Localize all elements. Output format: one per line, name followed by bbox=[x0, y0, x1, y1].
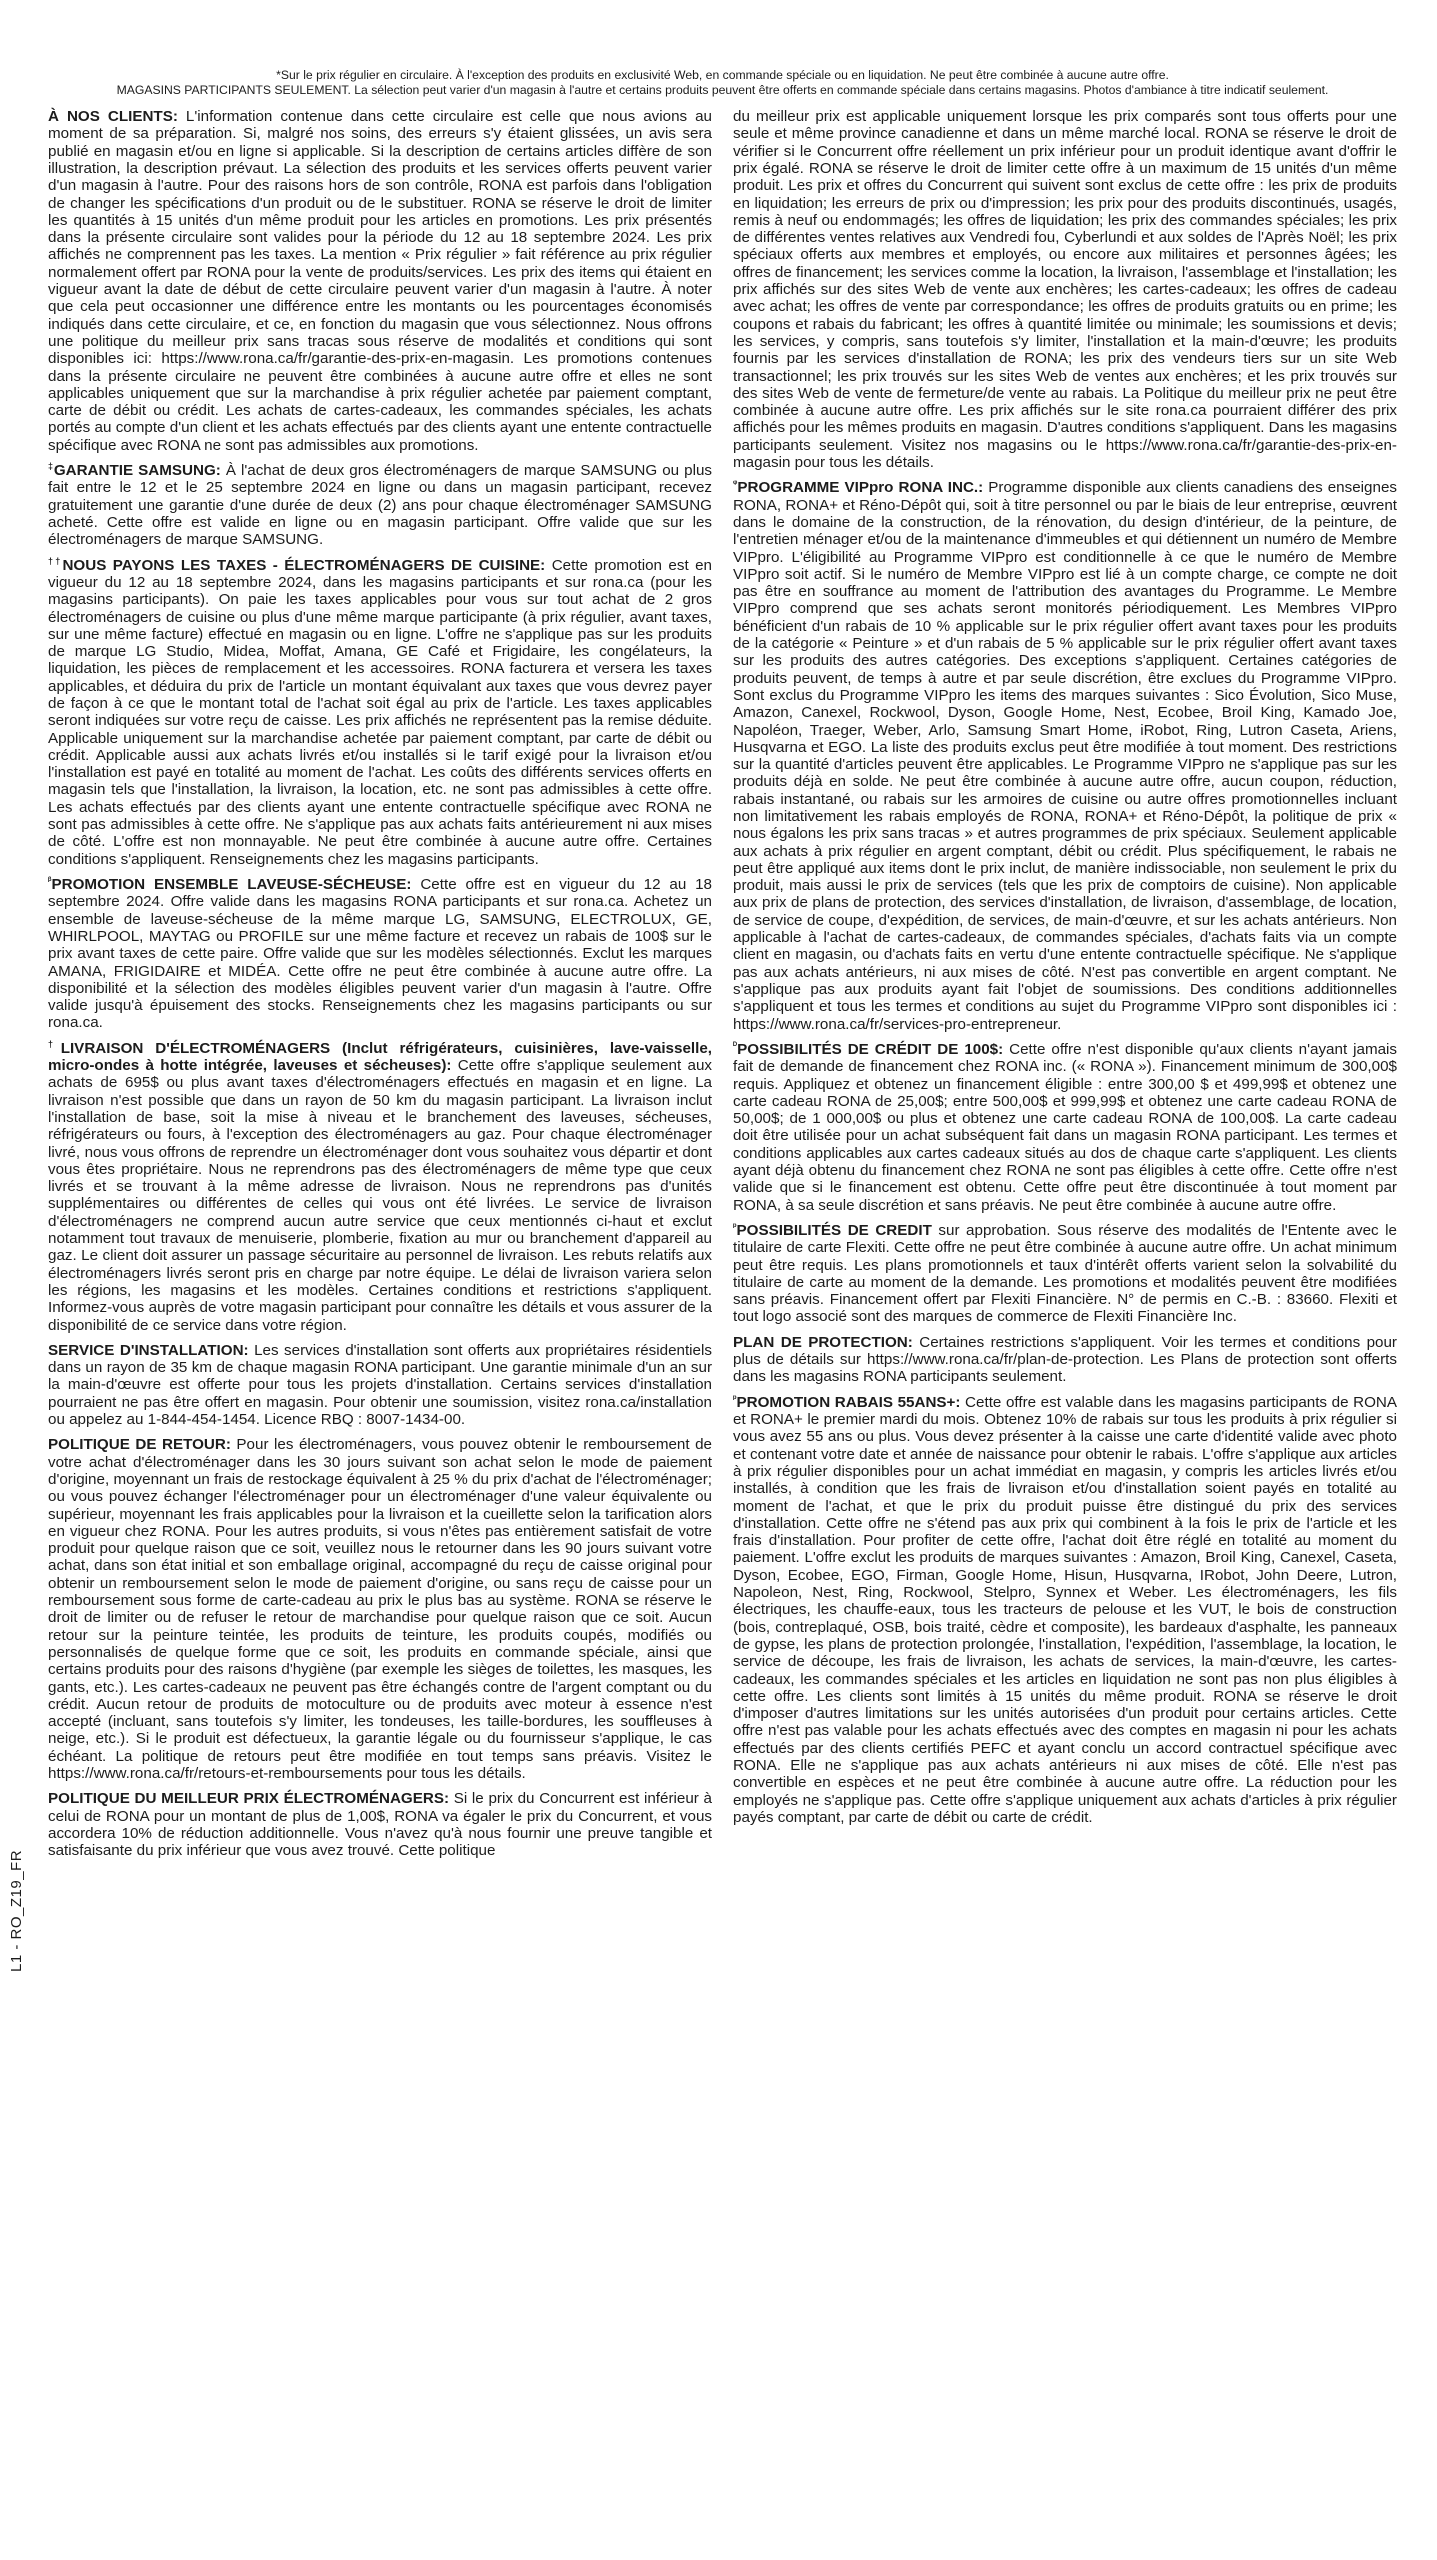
paragraph-body: Si le prix du Concurrent est inférieur à celui de RONA pour un montant de plus de 1,00$, RONA va égaler le prix du Concurrent, et vous accordera 10% de réduction additionnelle. Vous n'avez qu'à nous fournir une preuve tangible et satisfaisante du prix inférieur que vous avez trouvé. Cette politique bbox=[48, 1790, 712, 1860]
legal-paragraph bbox=[733, 1330, 1397, 1386]
header-line-2: MAGASINS PARTICIPANTS SEULEMENT. La sélection peut varier d'un magasin à l'autre et certains produits peuvent être offerts en commande spéciale dans certains magasins. Photos d'ambiance à titre indicatif seulement. bbox=[116, 83, 1329, 97]
legal-paragraph bbox=[733, 1390, 1397, 1826]
paragraph-heading: SERVICE D'INSTALLATION: bbox=[48, 1341, 249, 1359]
left-column bbox=[48, 104, 712, 1864]
paragraph-body: Programme disponible aux clients canadiens des enseignes RONA, RONA+ et Réno-Dépôt qui, soit à titre personnel ou par le biais de leur entreprise, œuvrent dans le domaine de la construction, de la rénovation, du design d'intérieur, de la peinture, de l'entretien ménager et/ou de la maintenance d'immeubles et qui détiennent un numéro de Membre VIPpro. L'éligibilité au Programme VIPpro est conditionnelle à ce que le numéro de Membre VIPpro soit actif. Si le numéro de Membre VIPpro est lié à un compte charge, ce compte ne doit pas être en souffrance au moment de l'attribution des avantages du Programme. Le Membre VIPpro comprend que ses achats seront monitorés périodiquement. Les Membres VIPpro bénéficient d'un rabais de 10 % applicable sur le prix régulier offert avant taxes pour les produits de la catégorie « Peinture » et d'un rabais de 5 % applicable sur le prix régulier offert avant taxes sur les produits des autres catégories. Des exceptions s'appliquent. Certaines catégories de produits peuvent, de temps à autre et par seule discrétion, être exclues du Programme VIPpro. Sont exclus du Programme VIPpro les items des marques suivantes : Sico Évolution, Sico Muse, Amazon, Canexel, Rockwool, Dyson, Google Home, Nest, Ecobee, Broil King, Kamado Joe, Napoléon, Traeger, Weber, Arlo, Samsung Smart Home, iRobot, Ring, Lutron Caseta, Ariens, Husqvarna et EGO. La liste des produits exclus peut être modifiée à tout moment. Des restrictions sur la quantité d'articles peuvent être applicables. Le Programme VIPpro ne s'applique pas sur les produits déjà en solde. Ne peut être combinée à aucune autre offre, aucun coupon, réduction, rabais instantané, ou rabais sur les armoires de cuisine ou autre offres promotionnelles incluant non limitativement les rabais employés de RONA, RONA+ et Réno-Dépôt, la politique de prix « nous égalons les prix sans tracas » et autres programmes de prix spéciaux. Seulement applicable aux achats à prix régulier en argent comptant, débit ou crédit. Plus spécifiquement, le rabais ne peut être appliqué aux items dont le prix inclut, de manière indissociable, non seulement le prix du produit, mais aussi le prix de services (tels que les prix de comptoirs de cuisine). Non applicable aux prix de plans de protection, des services d'installation, de livraison, d'assemblage, de location, de service de coupe, d'expédition, de services, de main-d'œuvre, et sur les achats antérieurs. Non applicable à l'achat de cartes-cadeaux, de commandes spéciales, d'achats faits via un compte client en magasin, ou d'achats faits en vertu d'une entente contractuelle spécifique. Ne s'applique pas aux achats antérieurs, ni aux mises de côté. N'est pas convertible en argent comptant. Ne s'applique pas aux produits ayant fait l'objet de soumissions. Des conditions additionnelles s'appliquent et tous les termes et conditions au sujet du Programme VIPpro sont disponibles ici : https://www.rona.ca/fr/services-pro-entrepreneur. bbox=[733, 479, 1397, 1033]
footnote-marker: ᵖ bbox=[733, 1220, 737, 1231]
paragraph-body: Les services d'installation sont offerts aux propriétaires résidentiels dans un rayon de 35 km de chaque magasin RONA participant. Une garantie minimale d'un an sur la main-d'œuvre est offerte pour tous les projets d'installation. Certains services d'installation pourraient ne pas être offert en magasin. Pour obtenir une soumission, visitez rona.ca/installation ou appelez au 1-844-454-1454. Licence RBQ : 8007-1434-00. bbox=[48, 1341, 712, 1429]
paragraph-body: Cette offre n'est disponible qu'aux clients n'ayant jamais fait de demande de financement chez RONA inc. (« RONA »). Financement minimum de 300,00$ requis. Appliquez et obtenez un financement éligible : entre 300,00 $ et 499,99$ et obtenez une carte cadeau RONA de 25,00$; entre 500,00$ et 999,99$ et obtenez une carte cadeau RONA de 50,00$; de 1 000,00$ ou plus et obtenez une carte cadeau RONA de 100,00$. La carte cadeau doit être utilisée pour un achat subséquent fait dans un magasin RONA participant. Les termes et conditions applicables aux cartes cadeaux situés au dos de chaque carte s'appliquent. Les clients ayant déjà obtenu du financement chez RONA ne sont pas éligibles à cette offre. Cette offre n'est valide que si le financement est obtenu. Cette offre peut être discontinuée à tout moment par RONA, à sa seule discrétion et sans préavis. Ne peut être combinée à aucune autre offre. bbox=[733, 1040, 1398, 1214]
right-column bbox=[733, 104, 1397, 1864]
paragraph-body: Cette offre est en vigueur du 12 au 18 septembre 2024. Offre valide dans les magasins RONA participants et sur rona.ca. Achetez un ensemble de laveuse-sécheuse de la même marque LG, SAMSUNG, ELECTROLUX, GE, WHIRLPOOL, MAYTAG ou PROFILE sur une même facture et recevez un rabais de 100$ sur le prix avant taxes de cette paire. Offre valide que sur les modèles sélectionnés. Exclut les marques AMANA, FRIGIDAIRE et MIDÉA. Cette offre ne peut être combinée à aucune autre offre. La disponibilité et la sélection des modèles éligibles peuvent varier d'un magasin à l'autre. Offre valide jusqu'à épuisement des stocks. Renseignements chez les magasins participants ou sur rona.ca. bbox=[48, 876, 712, 1032]
paragraph-body: Cette promotion est en vigueur du 12 au 18 septembre 2024, dans les magasins participants et sur rona.ca (pour les magasins participants). On paie les taxes applicables pour vous sur tout achat de 2 gros électroménagers de cuisine ou plus d'une même marque participante (à prix régulier, avant taxes, sur une même facture) effectué en magasin ou en ligne. L'offre ne s'applique pas sur les produits de marque LG Studio, Midea, Moffat, Amana, GE Café et Frigidaire, les congélateurs, la liquidation, les pièces de remplacement et les accessoires. RONA facturera et versera les taxes applicables, et déduira du prix de l'article un montant équivalant aux taxes que vous devrez payer de façon à ce que le montant total de l'achat soit égal au prix de l'article. Les taxes applicables seront indiquées sur votre reçu de caisse. Les prix affichés ne représentent pas la remise déduite. Applicable uniquement sur la marchandise achetée par paiement comptant, par carte de débit ou crédit. Applicable aussi aux achats livrés et/ou installés si le tarif exigé pour la livraison et/ou l'installation est payé en totalité au moment de l'achat. Les coûts des différents services offerts en magasin tels que l'installation, la livraison, la location, etc. ne sont pas admissibles à cette offre. Les achats effectués par des clients ayant une entente contractuelle spécifique avec RONA ne sont pas admissibles à cette offre. Ne s'applique pas aux achats faits antérieurement ni aux mises de côté. L'offre est non monnayable. Ne peut être combinée à aucune autre offre. Certaines conditions s'appliquent. Renseignements chez les magasins participants. bbox=[48, 556, 713, 868]
paragraph-heading: POSSIBILITÉS DE CRÉDIT DE 100$: bbox=[737, 1040, 1004, 1058]
legal-paragraph bbox=[48, 1036, 712, 1334]
paragraph-body: Cette offre s'applique seulement aux achats de 695$ ou plus avant taxes d'électroménagers effectués en magasin et en ligne. La livraison n'est possible que dans un rayon de 50 km du magasin participant. La livraison inclut l'installation de base, soit la mise à niveau et le branchement des laveuses, sécheuses, réfrigérateurs ou fours, à l'exception des électroménagers au gaz. Pour chaque électroménager livré, nous vous offrons de reprendre un électroménager dont vous souhaitez vous départir et dont vous êtes propriétaire. Nous ne reprendrons pas des électroménagers de même type que ceux livrés et se trouvant à la même adresse de livraison. Nous ne reprendrons pas d'unités supplémentaires ou différentes de celles qui vous ont été livrées. Le service de livraison d'électroménagers ne comprend aucun autre service que ceux mentionnés ci-haut et exclut notamment tout travaux de menuiserie, plomberie, fixation au mur ou branchement d'appareil au gaz. Le client doit assurer un passage sécuritaire au personnel de livraison. Les rebuts relatifs aux électroménagers livrés seront pris en charge par notre équipe. Le délai de livraison variera selon les régions, les magasins et les modèles. Certaines conditions et restrictions s'appliquent. Informez-vous auprès de votre magasin participant pour connaître les détails et vous assurer de la disponibilité de ce service dans votre région. bbox=[48, 1057, 712, 1334]
legal-paragraph bbox=[48, 458, 712, 549]
paragraph-heading: LIVRAISON D'ÉLECTROMÉNAGERS (Inclut réfrigérateurs, cuisinières, lave-vaisselle, micro-ondes à hotte intégrée, laveuses et sécheuses): bbox=[48, 1039, 713, 1075]
legal-paragraph bbox=[48, 1786, 712, 1859]
legal-paragraph bbox=[48, 872, 712, 1032]
paragraph-body: Certaines restrictions s'appliquent. Voir les termes et conditions pour plus de détails sur https://www.rona.ca/fr/plan-de-protection. Les Plans de protection sont offerts dans les magasins RONA participants seulement. bbox=[733, 1333, 1397, 1386]
paragraph-heading: À NOS CLIENTS: bbox=[48, 108, 178, 126]
paragraph-body: À l'achat de deux gros électroménagers de marque SAMSUNG ou plus fait entre le 12 et le 25 septembre 2024 en ligne ou dans un magasin participant, recevez gratuitement une garantie d'une durée de deux (2) ans pour chaque électroménager SAMSUNG acheté. Cette offre est valide en ligne ou en magasin participant. Offre valide que sur les électroménagers de marque SAMSUNG. bbox=[48, 462, 712, 549]
columns bbox=[48, 104, 1397, 1864]
paragraph-heading: POLITIQUE DE RETOUR: bbox=[48, 1436, 231, 1454]
legal-paragraph bbox=[48, 1432, 712, 1782]
paragraph-body: Pour les électroménagers, vous pouvez obtenir le remboursement de votre achat d'électroménager dans les 30 jours suivant son achat selon le mode de paiement d'origine, moyennant un frais de restockage équivalent à 25 % du prix d'achat de l'électroménager; ou vous pouvez échanger l'électroménager pour un électroménager d'une valeur équivalente ou supérieur, moyennant les frais applicables pour la livraison et la cueillette selon la tarification alors en vigueur chez RONA. Pour les autres produits, si vous n'êtes pas entièrement satisfait de votre produit pour quelque raison que ce soit, veuillez nous le retourner dans les 90 jours suivant votre achat, dans son état initial et son emballage original, accompagné du reçu de caisse original pour obtenir un remboursement selon le mode de paiement d'origine, ou sans reçu de caisse pour un remboursement sous forme de carte-cadeau au prix le plus bas au système. RONA se réserve le droit de limiter ou de refuser le retour de marchandise pour quelque raison que ce soit. Aucun retour sur la peinture teintée, les produits de teinture, les produits coupés, modifiés ou personnalisés de quelque forme que ce soit, les produits en commande spéciale, ainsi que certains produits pour des raisons d'hygiène (par exemple les sièges de toilettes, les masques, les gants, etc.). Les cartes-cadeaux ne peuvent pas être échangés contre de l'argent comptant ou du crédit. Aucun retour de produits de motoculture ou de produits avec moteur à essence n'est accepté (incluant, sans toutefois s'y limiter, les tondeuses, les taille-bordures, les souffleuses à neige, etc.). Si le produit est défectueux, la garantie légale ou du fournisseur s'applique, le cas échéant. La politique de retours peut être modifiée en tout temps sans préavis. Visitez le https://www.rona.ca/fr/retours-et-remboursements pour tous les détails. bbox=[48, 1436, 713, 1783]
header-notes bbox=[48, 68, 1397, 98]
legal-paragraph bbox=[733, 104, 1397, 471]
footnote-marker: ᵝ bbox=[48, 874, 52, 885]
legal-paragraph bbox=[48, 104, 712, 454]
legal-paragraph bbox=[733, 1037, 1397, 1214]
paragraph-heading: PROMOTION ENSEMBLE LAVEUSE-SÉCHEUSE: bbox=[51, 876, 412, 894]
paragraph-heading: GARANTIE SAMSUNG: bbox=[53, 462, 221, 480]
paragraph-heading: POSSIBILITÉS DE CREDIT bbox=[736, 1221, 932, 1239]
footnote-marker: ‡ bbox=[48, 461, 54, 471]
paragraph-body: sur approbation. Sous réserve des modalités de l'Entente avec le titulaire de carte Flexiti. Cette offre ne peut être combinée à aucune autre offre. Un achat minimum peut être requis. Les plans promotionnels et taux d'intérêt offerts varient selon la solvabilité du titulaire de carte au moment de la demande. Les promotions et modalités peuvent être modifiées sans préavis. Financement offert par Flexiti Financière. N° de permis en C.-B. : 83660. Flexiti et tout logo associé sont des marques de commerce de Flexiti Financière Inc. bbox=[733, 1221, 1397, 1326]
legal-paragraph bbox=[733, 1218, 1397, 1326]
footnote-marker: ᵠ bbox=[733, 478, 738, 489]
side-code-label: L1 - RO_Z19_FR bbox=[8, 1849, 25, 1972]
paragraph-body: Cette offre est valable dans les magasins participants de RONA et RONA+ le premier mardi du mois. Obtenez 10% de rabais sur tous les produits à prix régulier si vous avez 55 ans ou plus. Vous devez présenter à la caisse une carte d'identité valide avec photo et contenant votre date et année de naissance pour obtenir le rabais. L'offre s'applique aux articles à prix régulier disponibles pour un achat immédiat en magasin, y compris les articles livrés et/ou installés, à condition que les frais de livraison et/ou d'installation soient payés en totalité au moment de l'achat, et que le prix du produit puisse être distingué du prix des services d'installation. Cette offre ne s'étend pas aux prix qui combinent à la fois le prix de l'article et les frais d'installation. Pour profiter de cette offre, l'achat doit être réglé en totalité au moment du paiement. L'offre exclut les produits de marques suivantes : Amazon, Broil King, Canexel, Caseta, Dyson, Ecobee, EGO, Firman, Google Home, Hisun, Husqvarna, IRobot, John Deere, Lutron, Napoleon, Nest, Ring, Rockwool, Stelpro, Synnex et Weber. Les électroménagers, les fils électriques, les chauffe-eaux, tous les tracteurs de pelouse et les VUT, le bois de construction (bois, contreplaqué, OSB, bois traité, cèdre et composite), les bardeaux d'asphalte, les panneaux de gypse, les plans de protection prolongée, l'installation, l'expédition, l'assemblage, la location, le service de découpe, les frais de livraison, les achats de services, la main-d'œuvre, les cartes-cadeaux, les commandes spéciales et les articles en liquidation ne sont pas non plus éligibles à cette offre. Les clients sont limités à 15 unités du même produit. RONA se réserve le droit d'imposer d'autres limitations sur les unités autorisées d'un produit pour certains articles. Cette offre n'est pas valable pour les achats effectués avec des comptes en magasin ni pour les achats effectués par des clients certifiés PEFC et ayant conclu un accord contractuel spécifique avec RONA. Elle ne s'applique pas aux achats antérieurs ni aux mises de côté. Elle n'est pas convertible en espèces et ne peut être combinée à aucune autre offre. La réduction pour les employés ne s'applique pas. Cette offre s'applique uniquement aux achats d'articles à prix régulier payés comptant, par carte de débit ou carte de crédit. bbox=[733, 1393, 1397, 1826]
paragraph-heading: PROMOTION RABAIS 55ANS+: bbox=[736, 1393, 961, 1411]
paragraph-heading: PROGRAMME VIPpro RONA INC.: bbox=[737, 479, 984, 497]
footnote-marker: †† bbox=[48, 555, 63, 566]
header-line-1: *Sur le prix régulier en circulaire. À l'exception des produits en exclusivité Web, en commande spéciale ou en liquidation. Ne peut être combinée à aucune autre offre. bbox=[276, 68, 1169, 82]
footnote-marker: † bbox=[48, 1038, 61, 1049]
paragraph-body: du meilleur prix est applicable uniquement lorsque les prix comparés sont tous offerts pour une seule et même province canadienne et dans un même marché local. RONA se réserve le droit de vérifier si le Concurrent offre réellement un prix inférieur pour un produit identique avant d'offrir le prix égalé. RONA se réserve le droit de limiter cette offre à un maximum de 15 unités d'un même produit. Les prix et offres du Concurrent qui suivent sont exclus de cette offre : les prix de produits en liquidation; les erreurs de prix ou d'impression; les prix pour des produits discontinués, usagés, remis à neuf ou endommagés; les offres de liquidation; les prix des commandes spéciales; les prix de différentes ventes relatives aux Vendredi fou, Cyberlundi et aux soldes de l'Après Noël; les prix spéciaux offerts aux membres et employés, ou encore aux militaires et personnes âgées; les offres de financement; les services comme la location, la livraison, l'assemblage et l'installation; les prix affichés sur des sites Web de vente aux enchères; les cartes-cadeaux; les offres de cadeau avec achat; les offres de vente par correspondance; les offres de produits gratuits ou en prime; les coupons et rabais du fabricant; les offres à quantité limitée ou minimale; les soumissions et devis; les services, y compris, sans toutefois s'y limiter, l'installation et la main-d'œuvre; les produits fournis par les services d'installation de RONA; les prix des vendeurs tiers sur un site Web transactionnel; les prix trouvés sur les sites Web de ventes aux enchères; et les prix trouvés sur des sites Web de vente de fermeture/de vente au rabais. La Politique du meilleur prix ne peut être combinée à aucune autre offre. Les prix affichés sur le site rona.ca pourraient différer des prix affichés pour les mêmes produits en magasin. D'autres conditions s'appliquent. Dans les magasins participants seulement. Visitez nos magasins ou le https://www.rona.ca/fr/garantie-des-prix-en-magasin pour tous les détails. bbox=[733, 108, 1397, 471]
legal-paragraph bbox=[733, 475, 1397, 1033]
footnote-marker: ᵖ bbox=[733, 1392, 737, 1403]
legal-paragraph bbox=[48, 553, 712, 868]
paragraph-heading: PLAN DE PROTECTION: bbox=[733, 1333, 913, 1351]
paragraph-body: L'information contenue dans cette circulaire est celle que nous avions au moment de sa préparation. Si, malgré nos soins, des erreurs s'y étaient glissées, un avis sera publié en magasin et/ou en ligne si applicable. Si la description de certains articles diffère de son illustration, la description prévaut. La sélection des produits et les services offerts peuvent varier d'un magasin à l'autre. Pour des raisons hors de son contrôle, RONA est parfois dans l'obligation de changer les spécifications d'un produit ou de le substituer. RONA se réserve le droit de limiter les quantités à 15 unités d'un même produit pour les articles en promotions. Les prix présentés dans la présente circulaire sont valides pour la période du 12 au 18 septembre 2024. Les prix affichés ne comprennent pas les taxes. La mention « Prix régulier » fait référence au prix régulier normalement offert par RONA pour la vente de produits/services. Les prix des items qui étaient en vigueur avant la date de début de cette circulaire peuvent varier d'un magasin à l'autre. À noter que cela peut occasionner une différence entre les montants ou les pourcentages économisés indiqués dans cette circulaire, et ce, en fonction du magasin que vous sélectionnez. Nous offrons une politique du meilleur prix sans tracas sous réserve de modalités et conditions qui sont disponibles ici: https://www.rona.ca/fr/garantie-des-prix-en-magasin. Les promotions contenues dans la présente circulaire ne peuvent être combinées à aucune autre offre et elles ne sont applicables uniquement que sur la marchandise à prix régulier achetée par paiement comptant, carte de débit ou crédit. Les achats de cartes-cadeaux, les commandes spéciales, les achats portés au compte d'un client et les achats effectués par des clients ayant une entente contractuelle spécifique avec RONA ne sont pas admissibles aux promotions. bbox=[48, 108, 712, 454]
paragraph-heading: NOUS PAYONS LES TAXES - ÉLECTROMÉNAGERS DE CUISINE: bbox=[62, 556, 546, 574]
paragraph-heading: POLITIQUE DU MEILLEUR PRIX ÉLECTROMÉNAGERS: bbox=[48, 1790, 450, 1808]
legal-paragraph bbox=[48, 1338, 712, 1429]
footnote-marker: ᴰ bbox=[733, 1039, 738, 1050]
